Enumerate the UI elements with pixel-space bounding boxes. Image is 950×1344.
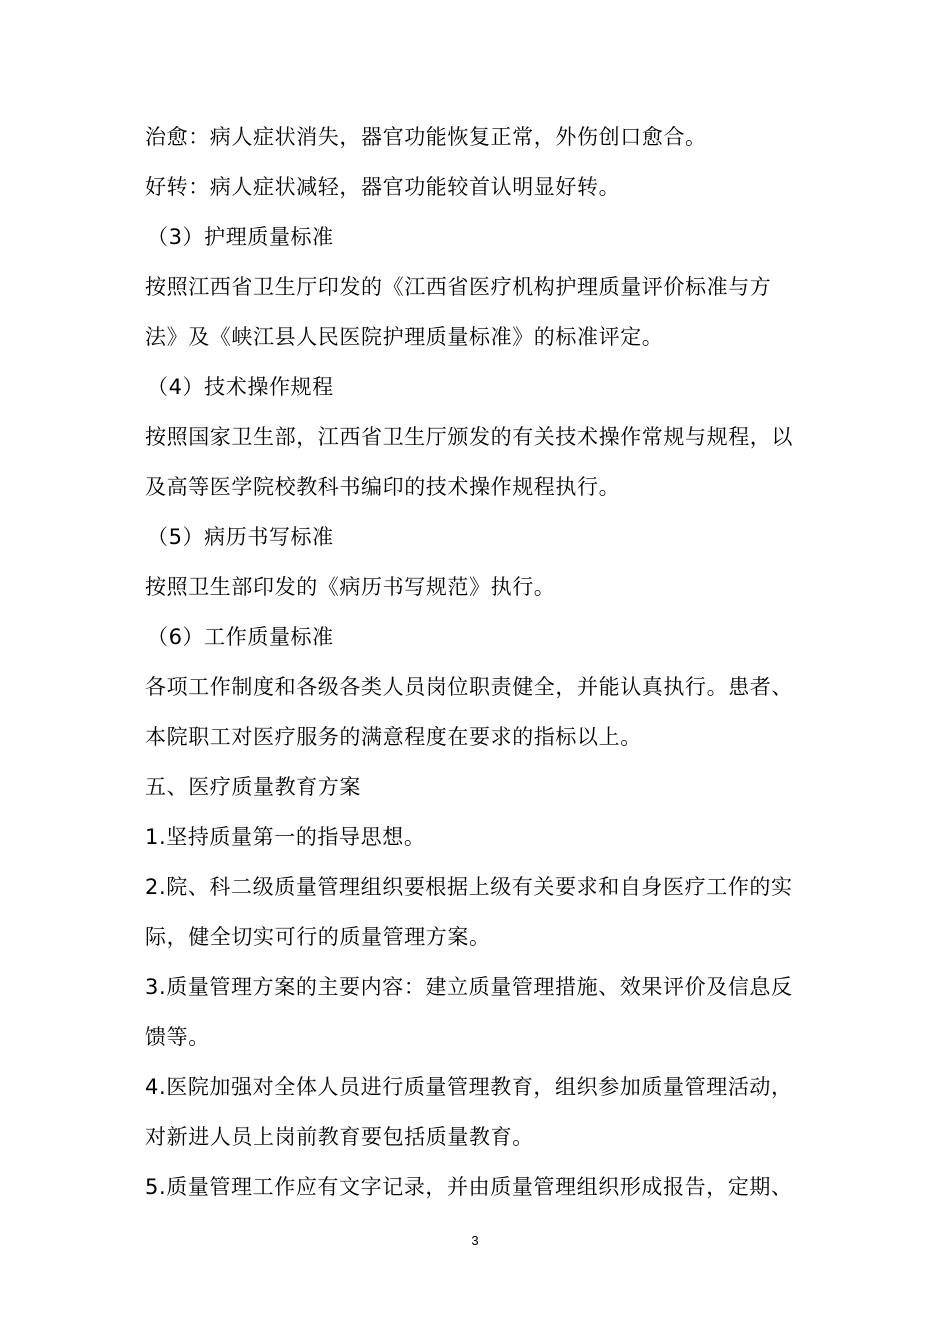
list-item: 1.坚持质量第一的指导思想。	[145, 825, 426, 849]
text-line: 治愈：病人症状消失，器官功能恢复正常，外伤创口愈合。	[145, 125, 707, 149]
text-line: 各项工作制度和各级各类人员岗位职责健全，并能认真执行。患者、	[145, 675, 793, 699]
text-line: 本院职工对医疗服务的满意程度在要求的指标以上。	[145, 725, 642, 749]
section-heading: （4）技术操作规程	[147, 375, 334, 399]
text-line: 按照国家卫生部，江西省卫生厅颁发的有关技术操作常规与规程，以	[145, 425, 793, 449]
list-item: 3.质量管理方案的主要内容：建立质量管理措施、效果评价及信息反	[145, 975, 793, 999]
list-item: 2.院、科二级质量管理组织要根据上级有关要求和自身医疗工作的实	[145, 875, 793, 899]
section-heading: （6）工作质量标准	[147, 625, 334, 649]
list-item: 5.质量管理工作应有文字记录，并由质量管理组织形成报告，定期、	[145, 1175, 793, 1199]
text-line: 及高等医学院校教科书编印的技术操作规程执行。	[145, 475, 621, 499]
text-line: 法》及《峡江县人民医院护理质量标准》的标准评定。	[145, 325, 664, 349]
text-line: 际，健全切实可行的质量管理方案。	[145, 925, 491, 949]
text-line: 按照卫生部印发的《病历书写规范》执行。	[145, 575, 556, 599]
page-number: 3	[471, 1233, 479, 1248]
document-body	[145, 112, 815, 1212]
text-line: 对新进人员上岗前教育要包括质量教育。	[145, 1125, 534, 1149]
text-line: 好转：病人症状减轻，器官功能较首认明显好转。	[145, 175, 621, 199]
section-heading: （5）病历书写标准	[147, 525, 334, 549]
section-heading: 五、医疗质量教育方案	[145, 775, 361, 799]
text-line: 馈等。	[145, 1025, 210, 1049]
list-item: 4.医院加强对全体人员进行质量管理教育，组织参加质量管理活动，	[145, 1075, 793, 1099]
section-heading: （3）护理质量标准	[147, 225, 334, 249]
text-line: 按照江西省卫生厅印发的《江西省医疗机构护理质量评价标准与方	[145, 275, 772, 299]
